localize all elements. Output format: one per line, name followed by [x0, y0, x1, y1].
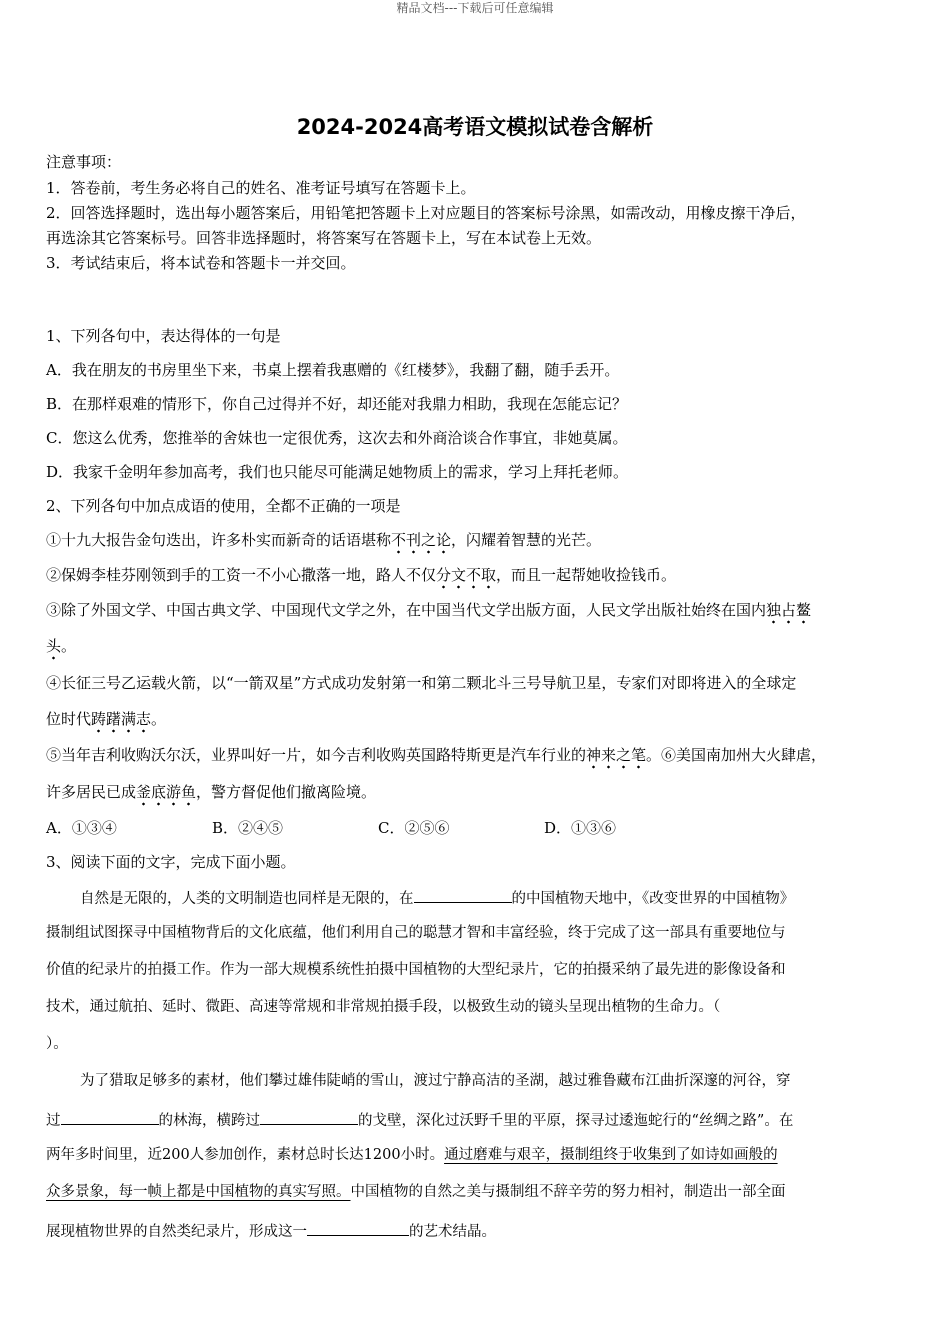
- notice-item-2b: 再选涂其它答案标号。回答非选择题时，将答案写在答题卡上，写在本试卷上无效。: [46, 229, 602, 247]
- q2-s5-pre: ⑤当年吉利收购沃尔沃，业界叫好一片，如今吉利收购英国路特斯更是汽车行业的: [46, 746, 587, 764]
- q2-sentence-2: [46, 565, 916, 585]
- q2-s2-pre: ②保姆李桂芬刚领到手的工资一不小心撒落一地，路人不仅: [46, 566, 437, 584]
- q2-s3-idiom-a: 独占鳌: [766, 601, 811, 625]
- q2-s2-post: ，而且一起帮她收捡钱币。: [496, 566, 677, 584]
- q2-stem: 2、下列各句中加点成语的使用，全都不正确的一项是: [46, 497, 401, 515]
- q3-p2-l2-c: 的戈壁，深化过沃野千里的平原，探寻过逶迤蛇行的“丝绸之路”。在: [358, 1113, 794, 1129]
- q3-p1-line5: ）。: [46, 1036, 68, 1052]
- q2-s2-idiom: 分文不取: [436, 566, 496, 590]
- q2-s3-post: 。: [61, 637, 77, 655]
- q2-s6-pre: 许多居民已成: [46, 783, 137, 801]
- q2-s5-idiom: 神来之笔: [586, 746, 646, 770]
- q3-p2-line5: [46, 1219, 916, 1242]
- q2-s6-idiom: 釜底游鱼: [136, 783, 196, 807]
- q3-p1-l1-pre: 自然是无限的，人类的文明制造也同样是无限的，在: [80, 891, 414, 907]
- q3-p2-l4-underlined: 众多景象，每一帧上都是中国植物的真实写照。: [46, 1184, 351, 1200]
- answer-blank-2: [61, 1108, 159, 1125]
- q3-stem: 3、阅读下面的文字，完成下面小题。: [46, 853, 296, 871]
- answer-blank-3: [260, 1108, 358, 1125]
- answer-blank-4: [307, 1219, 409, 1236]
- q2-option-c: C．②⑤⑥: [378, 819, 450, 837]
- q2-sentence-6: [46, 782, 916, 802]
- q1-option-d: D．我家千金明年参加高考，我们也只能尽可能满足她物质上的需求，学习上拜托老师。: [46, 463, 629, 481]
- q3-p2-l2-a: 过: [46, 1113, 61, 1129]
- q2-s3-pre: ③除了外国文学、中国古典文学、中国现代文学之外，在中国当代文学出版方面，人民文学出版社始终在国内: [46, 601, 767, 619]
- q2-s3-idiom-b: 头: [46, 637, 61, 661]
- q2-option-b: B．②④⑤: [212, 819, 284, 837]
- q3-p2-l2-b: 的林海，横跨过: [158, 1113, 260, 1129]
- q1-option-c: C．您这么优秀，您推举的舍妹也一定很优秀，这次去和外商洽谈合作事宜，非她莫属。: [46, 429, 628, 447]
- q3-p2-l3-pre: 两年多时间里，近200人参加创作，素材总时长达1200小时。: [46, 1147, 445, 1163]
- notice-item-3: 3．考试结束后，将本试卷和答题卡一并交回。: [46, 254, 356, 272]
- q2-option-d: D．①③⑥: [544, 819, 617, 837]
- q2-sentence-3-cont: [46, 636, 916, 656]
- q2-s1-pre: ①十九大报告金句迭出，许多朴实而新奇的话语堪称: [46, 531, 392, 549]
- answer-blank-1: [414, 886, 512, 903]
- q2-sentence-5: [46, 745, 916, 765]
- page-title: 2024-2024高考语文模拟试卷含解析: [296, 115, 654, 139]
- q2-s1-idiom: 不刊之论: [391, 531, 451, 555]
- q2-s4-idiom: 踌躇满志: [91, 710, 151, 734]
- q1-stem: 1、下列各句中，表达得体的一句是: [46, 327, 281, 345]
- q3-p1-line2: 摄制组试图探寻中国植物背后的文化底蕴，他们利用自己的聪慧才智和丰富经验，终于完成了这一部具有重要地位与: [46, 925, 786, 941]
- q2-s4-post: 。: [151, 710, 167, 728]
- q3-p1-line1: [80, 886, 916, 909]
- q3-p2-l4-post: 中国植物的自然之美与摄制组不辞辛劳的努力相衬，制造出一部全面: [350, 1184, 786, 1200]
- notice-heading: 注意事项：: [46, 153, 122, 171]
- q1-option-a: A．我在朋友的书房里坐下来，书桌上摆着我惠赠的《红楼梦》，我翻了翻，随手丢开。: [46, 361, 620, 379]
- q3-p2-line2: [46, 1108, 916, 1131]
- q2-s5-post: 。⑥美国南加州大火肆虐，: [646, 746, 827, 764]
- q2-sentence-1: [46, 530, 916, 550]
- q3-p2-line1: 为了猎取足够多的素材，他们攀过雄伟陡峭的雪山，渡过宁静高洁的圣湖，越过雅鲁藏布江曲折深邃的河谷，穿: [80, 1073, 791, 1089]
- q2-s1-post: ，闪耀着智慧的光芒。: [451, 531, 602, 549]
- q1-option-b: B．在那样艰难的情形下，你自己过得并不好，却还能对我鼎力相助，我现在怎能忘记？: [46, 395, 628, 413]
- q3-p1-line4: 技术，通过航拍、延时、微距、高速等常规和非常规拍摄手段，以极致生动的镜头呈现出植物的生命力。（: [46, 999, 721, 1015]
- q2-sentence-3: [46, 600, 916, 620]
- q2-sentence-4b: [46, 709, 916, 729]
- q3-p2-l3-underlined: 通过磨难与艰辛，摄制组终于收集到了如诗如画般的: [444, 1147, 778, 1163]
- q3-p1-line3: 价值的纪录片的拍摄工作。作为一部大规模系统性拍摄中国植物的大型纪录片，它的拍摄采纳了最先进的影像设备和: [46, 962, 786, 978]
- q2-s6-post: ，警方督促他们撤离险境。: [196, 783, 377, 801]
- page-header-note: 精品文档---下载后可任意编辑: [396, 1, 554, 15]
- q2-option-a: A．①③④: [46, 819, 117, 837]
- q2-sentence-4a: ④长征三号乙运载火箭，以“一箭双星”方式成功发射第一和第二颗北斗三号导航卫星，专家们对即将进入的全球定: [46, 674, 797, 692]
- q3-p2-line3: [46, 1145, 916, 1165]
- q3-p2-l5-pre: 展现植物世界的自然类纪录片，形成这一: [46, 1224, 307, 1240]
- q3-p2-line4: [46, 1182, 916, 1202]
- notice-item-2a: 2．回答选择题时，选出每小题答案后，用铅笔把答题卡上对应题目的答案标号涂黑，如需改动，用橡皮擦干净后，: [46, 204, 806, 222]
- q3-p1-l1-post: 的中国植物天地中，《改变世界的中国植物》: [511, 891, 795, 907]
- q3-p2-l5-post: 的艺术结晶。: [409, 1224, 496, 1240]
- q2-options: [46, 818, 916, 838]
- q2-s4-pre: 位时代: [46, 710, 92, 728]
- notice-item-1: 1．答卷前，考生务必将自己的姓名、准考证号填写在答题卡上。: [46, 179, 476, 197]
